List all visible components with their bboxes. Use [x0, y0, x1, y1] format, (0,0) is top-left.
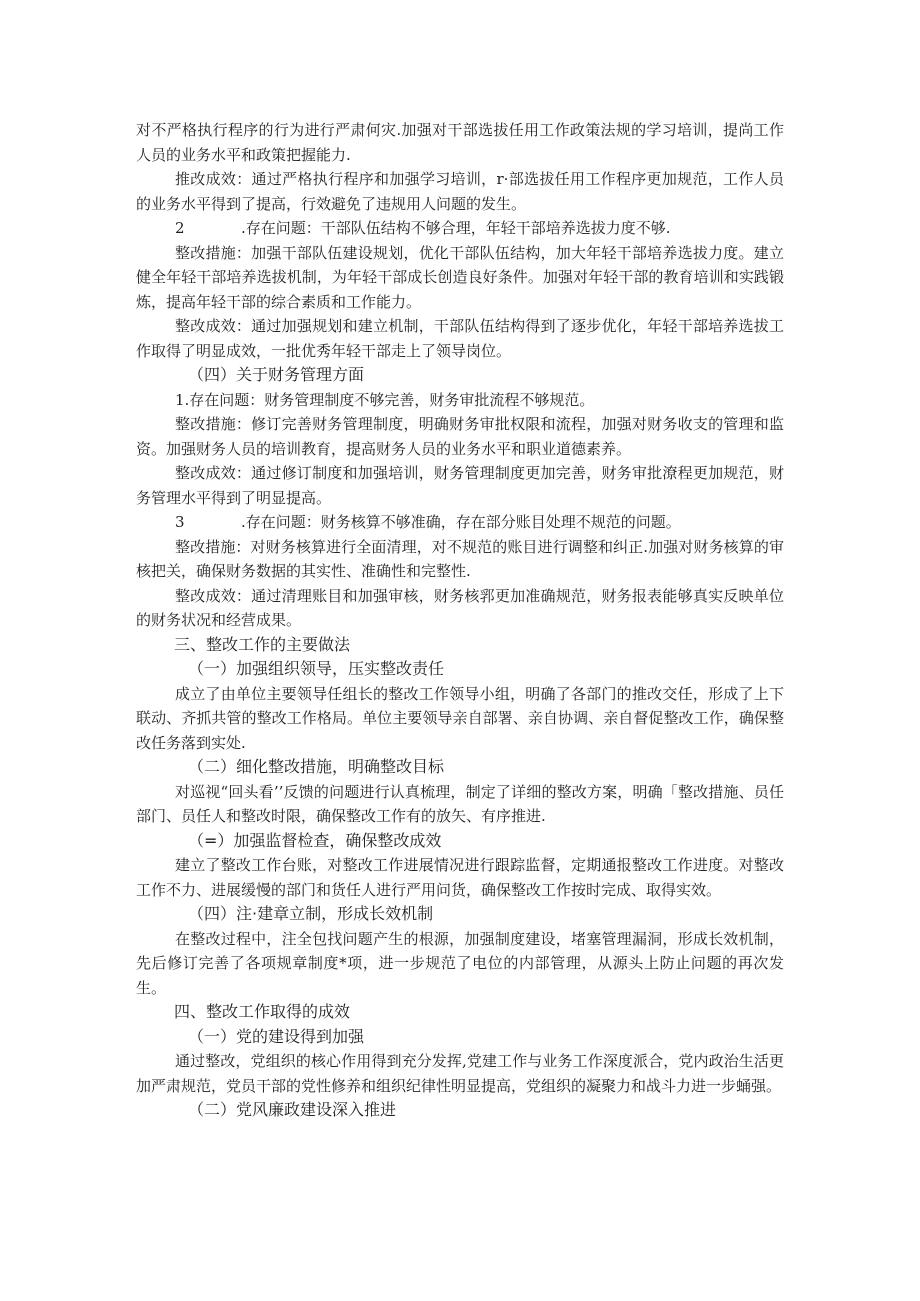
subsection-heading: （二）细化整改措施，明确整改目标 [188, 757, 445, 776]
paragraph: 整改成效：通过清理账目和加强审核，财务核郛更加准确规范，财务报表能够真实反映单位的财务状况和经营成果。 [136, 586, 784, 629]
paragraph: 通过整改，党组织的核心作用得到充分发挥,党建工作与业务工作深度派合，党内政治生活更加严肃规范，党员干部的党性修养和组织纪律性明显提高，党组织的凝聚力和战斗力进一步蛹强。 [136, 1052, 784, 1095]
paragraph: 整改措施：加强干部队伍建设规划，优化干部队伍结构，加大年轻干部培养选拔力度。建立健全年轻干部培养选拔机制，为年轻干部成长创造良好条件。加强对年轻干部的教育培训和实践锻炼，提高年轻干部的综合素质和工作能力。 [136, 243, 784, 311]
subsection-heading: （四）注·建章立制，形成长效机制 [188, 904, 434, 923]
paragraph: 推改成效：通过严格执行程序和加强学习培训，r·部选拔任用工作程序更加规范，工作人员的业务水平得到了提高，行效避免了违规用人问题的发生。 [136, 170, 784, 213]
numbered-paragraph [136, 216, 784, 241]
subsection-heading: （一）党的建设得到加强 [188, 1026, 365, 1046]
paragraph: 整改成效：通过加强规划和建立机制，干部队伍结构得到了逐步优化，年轻干部培养选拔工作取得了明显成效，一批优秀年轻干部走上了领导岗位。 [136, 317, 784, 360]
item-number: 3 [175, 513, 185, 531]
item-number: 2 [175, 219, 185, 237]
paragraph: 建立了整改工作台账，对整改工作进展情况进行跟踪监督，定期通报整改工作进度。对整改工作不力、进展缓慢的部门和货任人进行严用问货，确保整改工作按时完成、取得实效。 [136, 856, 784, 899]
paragraph: 对不严格执行程序的行为进行严肃何灾.加强对干部选拔任用工作政策法规的学习培训，提尚工作人员的业务水平和政策把握能力. [136, 121, 784, 164]
subsection-heading: （=）加强监督检查，确保整改成效 [188, 830, 442, 850]
numbered-paragraph [136, 510, 784, 535]
section-heading: 三、整改工作的主要做法 [174, 634, 351, 654]
paragraph: 整改措施：对财务核算进行全面清理，对不规范的账目进行调整和纠正.加强对财务核算的审核把关，确保财务数据的其实性、准确性和完整性. [136, 537, 784, 580]
paragraph: 整改措施：修订完善财务管理制度，明确财务审批权限和流程，加强对财务收支的管理和监资。加强财务人员的培训教育，提高财务人员的业务水平和职业道德素养。 [136, 415, 784, 458]
paragraph-text: .存在问题：财务核算不够准确，存在部分账目处理不规范的问题。 [241, 513, 681, 531]
paragraph: 1.存在问题：财务管理制度不够完善，财务审批流程不够规范。 [175, 390, 595, 409]
subsection-heading: （一）加强组织领导，压实整改责任 [188, 659, 445, 678]
subsection-heading: （四）关于财务管理方面 [188, 365, 365, 384]
paragraph: 成立了由单位主要领导任组长的整改工作领导小组，明确了各部门的推改交任，形成了上下联动、齐抓共管的整改工作格局。单位主要领导亲自部署、亲自协调、亲自督促整改工作，确保整改任务落到实处. [136, 684, 784, 752]
paragraph: 在整改过程中，注全包找问题产生的根源，加强制度建设，堵塞管理漏洞，形成长效机制，先后修订完善了各项规章制度*项，进一步规范了电位的内部管理，从源头上防止问题的再次发生。 [136, 929, 784, 997]
subsection-heading: （二）党风廉政建设深入推进 [188, 1100, 397, 1119]
section-heading: 四、整改工作取得的成效 [174, 1002, 351, 1021]
paragraph: 对巡视“回头看’’反馈的问题进行认真梳理，制定了详细的整改方案，明确「整改措施、员任部门、员任人和整改时限，确保整改工作有的放矢、有序推进. [136, 782, 784, 825]
paragraph: 整改成效：通过修订制度和加强培训，财务管理制度更加完善，财务审批潦程更加规范，财务管理水平得到了明显提高。 [136, 464, 784, 507]
paragraph-text: .存在问题：干部队伍结构不够合理，年轻干部培养选拔力度不够. [241, 219, 671, 237]
document-page [136, 118, 784, 1123]
